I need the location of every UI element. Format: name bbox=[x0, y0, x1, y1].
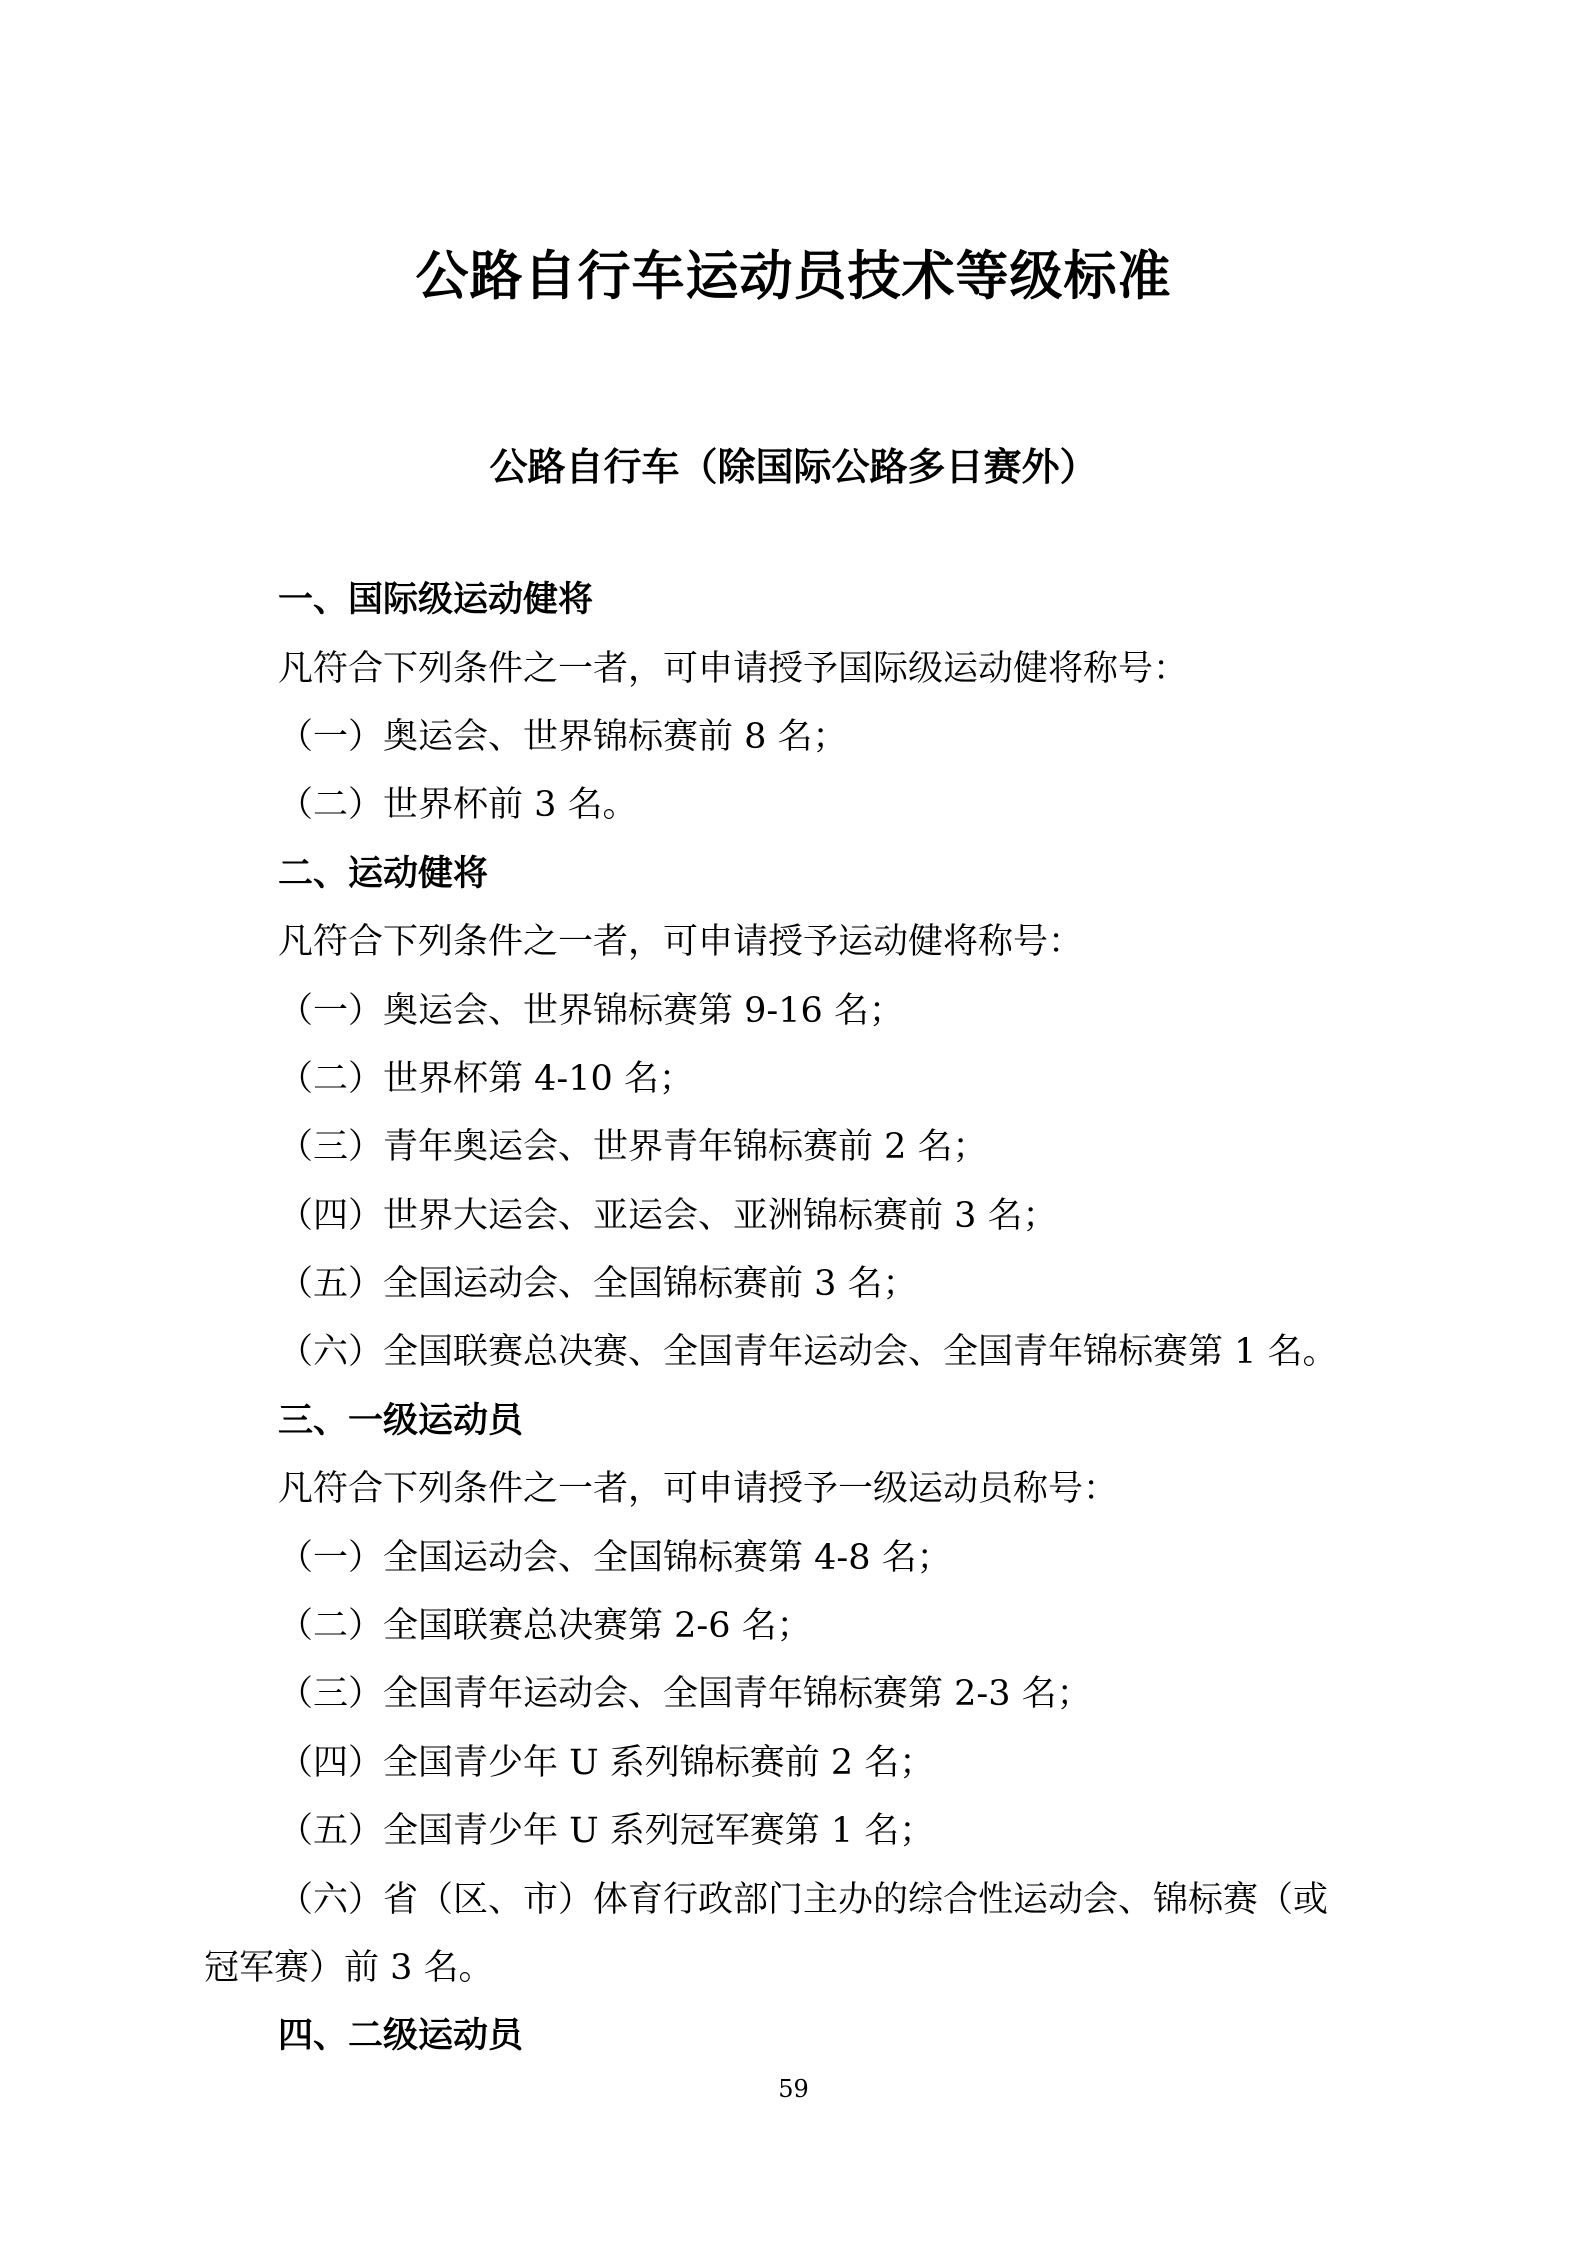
paragraph-line: （三）全国青年运动会、全国青年锦标赛第 2-3 名； bbox=[278, 1674, 1092, 1714]
heading-international-master: 一、国际级运动健将 bbox=[278, 580, 594, 620]
document-title: 公路自行车运动员技术等级标准 bbox=[415, 246, 1172, 307]
paragraph-line: 凡符合下列条件之一者，可申请授予国际级运动健将称号： bbox=[278, 649, 1189, 689]
paragraph-line: （五）全国运动会、全国锦标赛前 3 名； bbox=[278, 1264, 918, 1304]
heading-first-class: 三、一级运动员 bbox=[278, 1401, 524, 1441]
heading-master: 二、运动健将 bbox=[278, 854, 489, 894]
paragraph-line: （一）奥运会、世界锦标赛前 8 名； bbox=[278, 717, 848, 757]
paragraph-line: （五）全国青少年 U 系列冠军赛第 1 名； bbox=[278, 1811, 935, 1851]
paragraph-line: （六）省（区、市）体育行政部门主办的综合性运动会、锦标赛（或 bbox=[278, 1880, 1329, 1920]
paragraph-line: （一）奥运会、世界锦标赛第 9-16 名； bbox=[278, 991, 904, 1031]
paragraph-line: （四）全国青少年 U 系列锦标赛前 2 名； bbox=[278, 1743, 935, 1783]
paragraph-line: （二）世界杯第 4-10 名； bbox=[278, 1059, 694, 1099]
page-number: 59 bbox=[778, 2075, 809, 2103]
paragraph-line: （三）青年奥运会、世界青年锦标赛前 2 名； bbox=[278, 1127, 988, 1167]
paragraph-line: （二）世界杯前 3 名。 bbox=[278, 785, 638, 825]
heading-second-class: 四、二级运动员 bbox=[278, 2016, 524, 2056]
paragraph-line: 凡符合下列条件之一者，可申请授予一级运动员称号： bbox=[278, 1469, 1119, 1509]
paragraph-line: （二）全国联赛总决赛第 2-6 名； bbox=[278, 1606, 812, 1646]
paragraph-line: （四）世界大运会、亚运会、亚洲锦标赛前 3 名； bbox=[278, 1196, 1058, 1236]
paragraph-line: （一）全国运动会、全国锦标赛第 4-8 名； bbox=[278, 1538, 952, 1578]
paragraph-line-wrap: 冠军赛）前 3 名。 bbox=[204, 1948, 494, 1988]
section-subtitle: 公路自行车（除国际公路多日赛外） bbox=[489, 445, 1098, 489]
paragraph-line: （六）全国联赛总决赛、全国青年运动会、全国青年锦标赛第 1 名。 bbox=[278, 1332, 1338, 1372]
paragraph-line: 凡符合下列条件之一者，可申请授予运动健将称号： bbox=[278, 922, 1084, 962]
